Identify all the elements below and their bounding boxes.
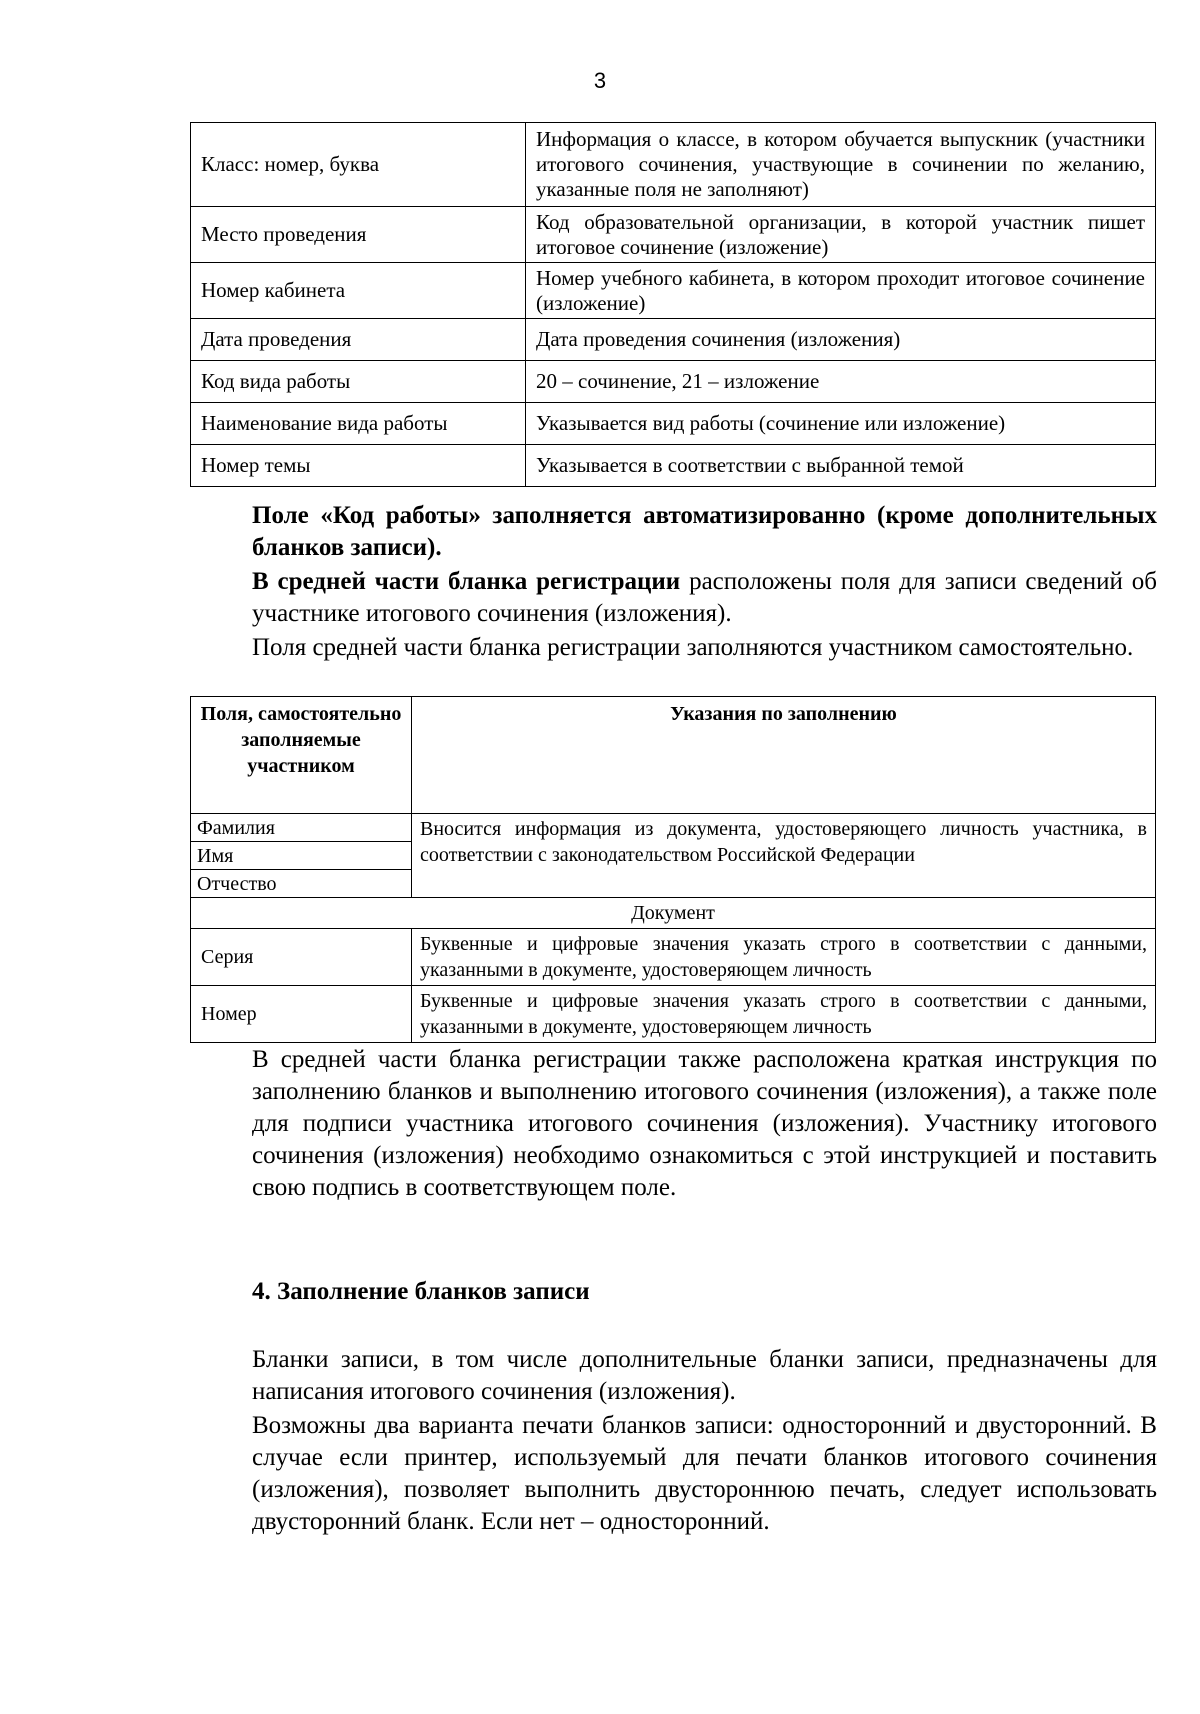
field-name: Наименование вида работы [191, 403, 526, 445]
instruction-paragraph [180, 1044, 1157, 1204]
section-4-title: 4. Заполнение бланков записи [252, 1278, 590, 1305]
field-name: Номер кабинета [191, 263, 526, 319]
field-description: Указывается вид работы (сочинение или изложение) [526, 403, 1156, 445]
middle-part-paragraph [180, 566, 1157, 630]
number-instruction: Буквенные и цифровые значения указать строго в соответствии с данными, указанными в документе, удостоверяющем личность [412, 986, 1156, 1043]
code-field-text: Поле «Код работы» заполняется автоматизированно (кроме дополнительных бланков записи). [252, 502, 1157, 561]
column-header-instructions: Указания по заполнению [412, 697, 1156, 814]
table-row [191, 207, 1156, 263]
field-description: Номер учебного кабинета, в котором проходит итоговое сочинение (изложение) [526, 263, 1156, 319]
page-number: 3 [593, 68, 607, 93]
series-instruction: Буквенные и цифровые значения указать строго в соответствии с данными, указанными в документе, удостоверяющем личность [412, 929, 1156, 986]
form-fields-table [190, 122, 1156, 487]
field-name: Дата проведения [191, 319, 526, 361]
surname-field: Фамилия [191, 814, 412, 842]
table-row [191, 319, 1156, 361]
answer-sheets-text: Бланки записи, в том числе дополнительные бланки записи, предназначены для написания итогового сочинения (изложения). [252, 1346, 1157, 1405]
table-row [191, 403, 1156, 445]
table-row [191, 123, 1156, 207]
field-name: Код вида работы [191, 361, 526, 403]
table-row [191, 445, 1156, 487]
table-row [191, 361, 1156, 403]
instruction-text: В средней части бланка регистрации также расположена краткая инструкция по заполнению бланков и выполнению итогового сочинения (изложения), а также поле для подписи участника итогового сочинения (изложения). Участнику итогового сочинения (изложения) необходимо ознакомиться с этой инструкцией и поставить свою подпись в соответствующем поле. [252, 1046, 1157, 1201]
field-description: Код образовательной организации, в которой участник пишет итоговое сочинение (изложение) [526, 207, 1156, 263]
field-name: Место проведения [191, 207, 526, 263]
middle-part-text: расположены поля для записи сведений об участнике итогового сочинения (изложения). [252, 568, 1157, 627]
self-fill-paragraph [180, 632, 1157, 664]
field-name: Класс: номер, буква [191, 123, 526, 207]
first-name-field: Имя [191, 842, 412, 870]
series-field: Серия [191, 929, 412, 986]
printing-paragraph [180, 1410, 1157, 1538]
patronymic-field: Отчество [191, 870, 412, 898]
self-fill-text: Поля средней части бланка регистрации заполняются участником самостоятельно. [252, 634, 1134, 661]
table-row [191, 929, 1156, 986]
table-row [191, 263, 1156, 319]
number-field: Номер [191, 986, 412, 1043]
field-description: Указывается в соответствии с выбранной темой [526, 445, 1156, 487]
name-instruction: Вносится информация из документа, удостоверяющего личность участника, в соответствии с законодательством Российской Федерации [412, 814, 1156, 898]
answer-sheets-paragraph [180, 1344, 1157, 1408]
middle-part-bold: В средней части бланка регистрации [252, 568, 681, 595]
document-section-header: Документ [191, 898, 1156, 929]
printing-text: Возможны два варианта печати бланков записи: односторонний и двусторонний. В случае если принтер, используемый для печати бланков итогового сочинения (изложения), позволяет выполнить двустороннюю печать, следует использовать двусторонний бланк. Если нет – односторонний. [252, 1412, 1157, 1535]
table-row [191, 986, 1156, 1043]
table-header-row [191, 697, 1156, 814]
field-description: Информация о классе, в котором обучается выпускник (участники итогового сочинения, участвующие в сочинении по желанию, указанные поля не заполняют) [526, 123, 1156, 207]
participant-fields-table [190, 696, 1156, 1043]
field-name: Номер темы [191, 445, 526, 487]
table-row [191, 814, 1156, 842]
column-header-fields: Поля, самостоятельно заполняемые участником [191, 697, 412, 814]
field-description: Дата проведения сочинения (изложения) [526, 319, 1156, 361]
section-heading [180, 1276, 1157, 1308]
code-field-paragraph [180, 500, 1157, 564]
field-description: 20 – сочинение, 21 – изложение [526, 361, 1156, 403]
table-section-row [191, 898, 1156, 929]
